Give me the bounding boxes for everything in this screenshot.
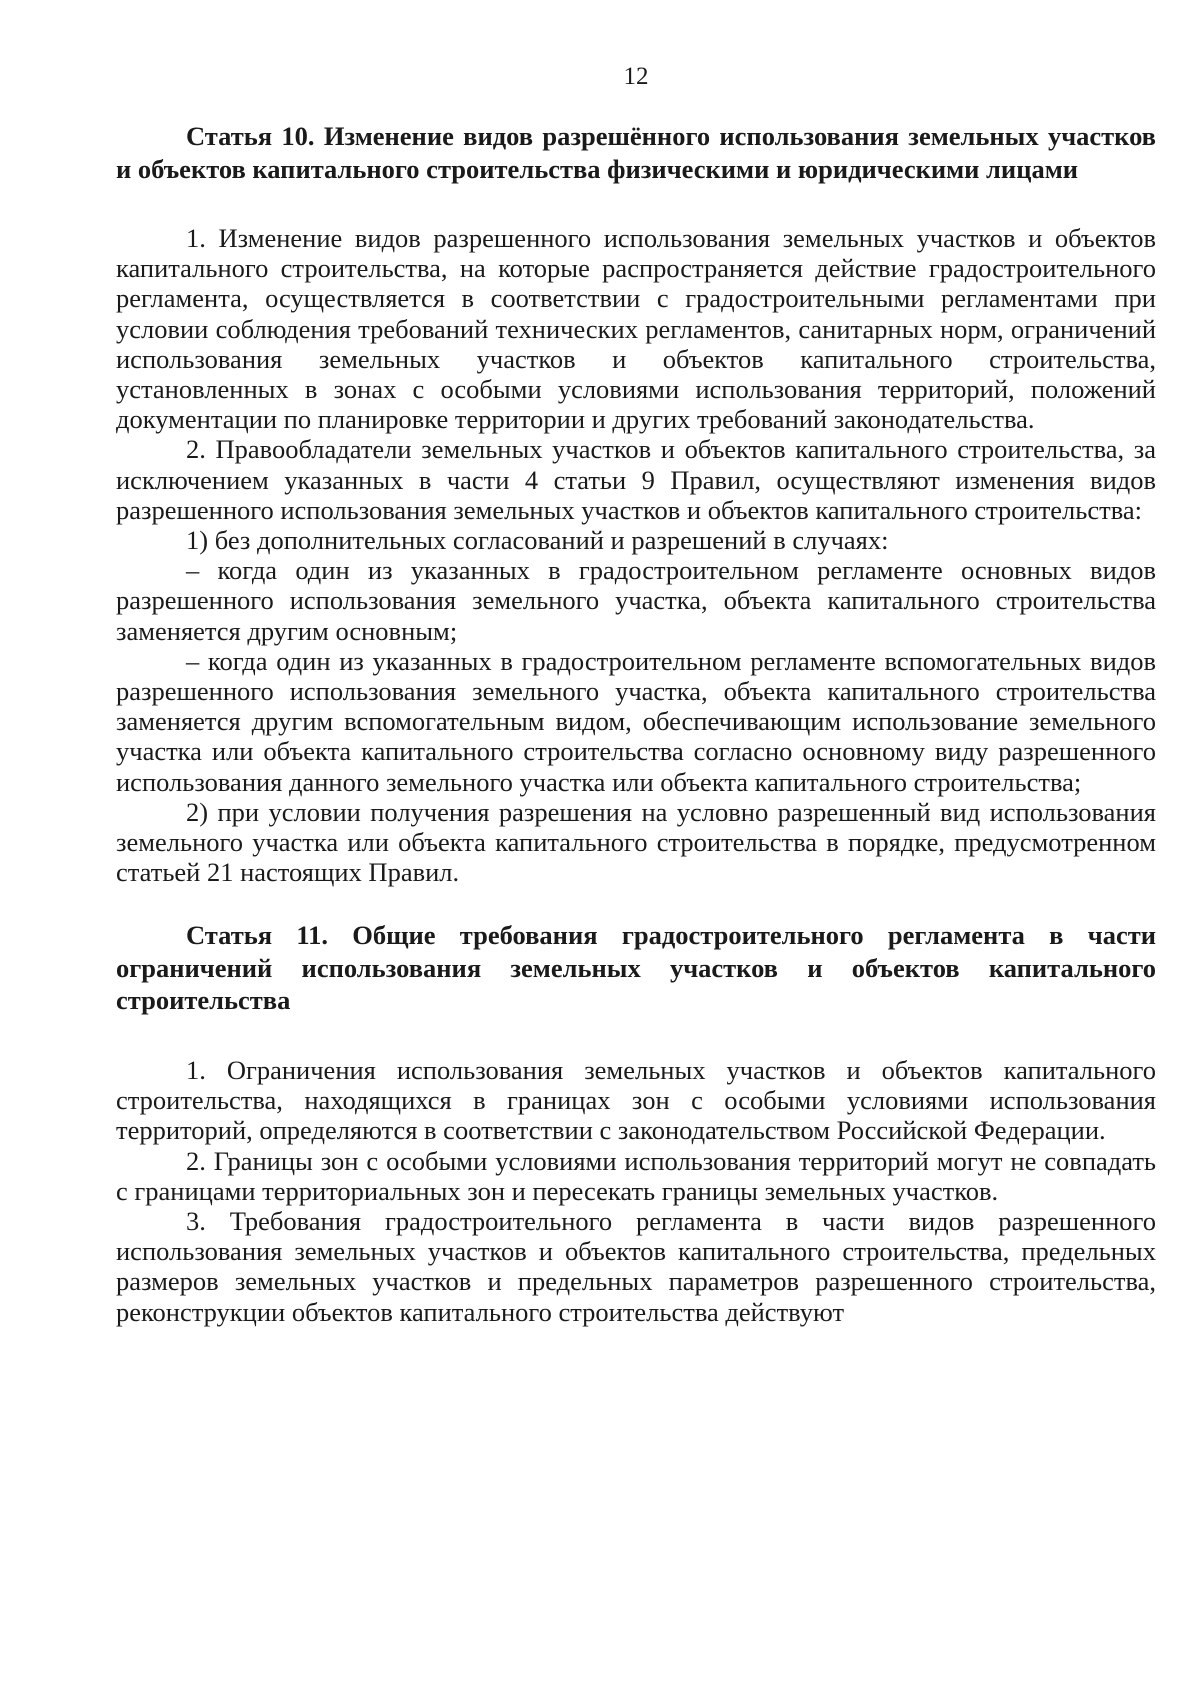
article-10-paragraph-1: 1. Изменение видов разрешенного использования земельных участков и объектов капитального строительства, на которые распространяется действие градостроительного регламента, осуществляется в соответствии с градостроительными регламентами при условии соблюдения требований технических регламентов, санитарных норм, ограничений использования земельных участков и объектов капитального строительства, установленных в зонах с особыми условиями использования территорий, положений документации по планировке территории и других требований законодательства. (116, 223, 1156, 435)
article-10-dash-item-1: – когда один из указанных в градостроительном регламенте основных видов разрешенного использования земельного участка, объекта капитального строительства заменяется другим основным; (116, 555, 1156, 646)
article-11-paragraph-3: 3. Требования градостроительного регламента в части видов разрешенного использования земельных участков и объектов капитального строительства, предельных размеров земельных участков и предельных параметров разрешенного строительства, реконструкции объектов капитального строительства действуют (116, 1205, 1156, 1327)
article-11-paragraph-2: 2. Границы зон с особыми условиями использования территорий могут не совпадать с границами территориальных зон и пересекать границы земельных участков. (116, 1145, 1156, 1206)
article-11-body (116, 1055, 1156, 1327)
article-11 (116, 919, 1156, 1326)
page-number: 12 (623, 63, 649, 90)
article-10-heading: Статья 10. Изменение видов разрешённого использования земельных участков и объектов капитального строительства физическими и юридическими лицами (116, 121, 1156, 184)
article-10-paragraph-2: 2. Правообладатели земельных участков и объектов капитального строительства, за исключением указанных в части 4 статьи 9 Правил, осуществляют изменения видов разрешенного использования земельных участков и объектов капитального строительства: (116, 434, 1156, 525)
document-page (116, 62, 1156, 1327)
article-10 (116, 120, 1156, 887)
article-10-dash-item-2: – когда один из указанных в градостроительном регламенте вспомогательных видов разрешенного использования земельного участка, объекта капитального строительства заменяется другим вспомогательным видом, обеспечивающим использование земельного участка или объекта капитального строительства согласно основному виду разрешенного использования данного земельного участка или объекта капитального строительства; (116, 645, 1156, 797)
article-10-list-item-2: 2) при условии получения разрешения на условно разрешенный вид использования земельного участка или объекта капитального строительства в порядке, предусмотренном статьей 21 настоящих Правил. (116, 796, 1156, 888)
article-10-list-item-1: 1) без дополнительных согласований и разрешений в случаях: (186, 525, 889, 556)
article-10-body (116, 223, 1156, 887)
article-11-heading: Статья 11. Общие требования градостроительного регламента в части ограничений использования земельных участков и объектов капитального строительства (116, 920, 1156, 1016)
article-11-paragraph-1: 1. Ограничения использования земельных участков и объектов капитального строительства, находящихся в границах зон с особыми условиями использования территорий, определяются в соответствии с законодательством Российской Федерации. (116, 1054, 1156, 1146)
section-gap (116, 887, 1156, 919)
